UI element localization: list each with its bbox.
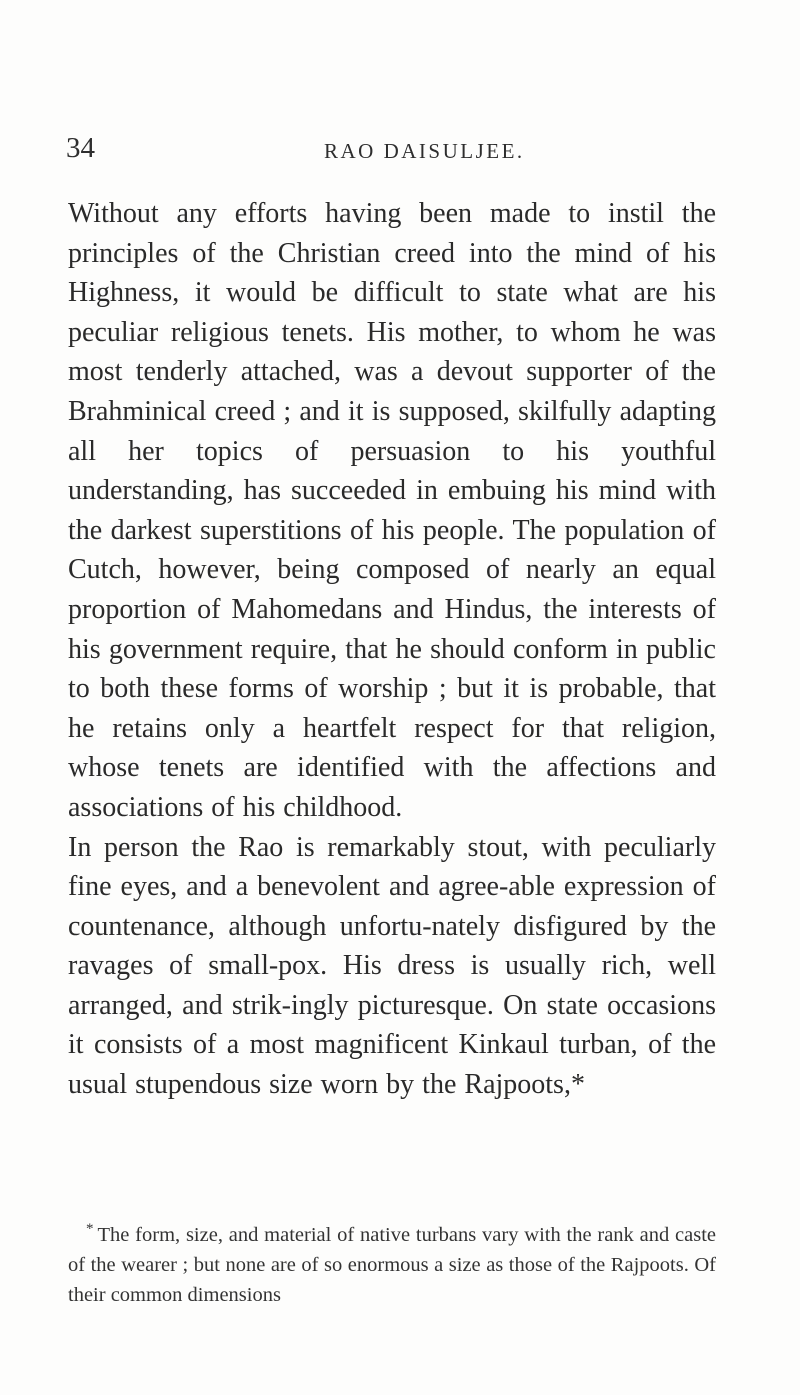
footnote-text: The form, size, and material of native turbans vary with the rank and caste of the wearer ; but none are of so enormous a size as those of the Rajpoots. Of their common dimensions bbox=[68, 1224, 716, 1306]
body-text bbox=[68, 194, 716, 1105]
paragraph-religion: Without any efforts having been made to instil the principles of the Christian creed into the mind of his Highness, it would be difficult to state what are his peculiar religious tenets. His mother, to whom he was most tenderly attached, was a devout supporter of the Brahminical creed ; and it is supposed, skilfully adapting all her topics of persuasion to his youthful understanding, has succeeded in embuing his mind with the darkest superstitions of his people. The population of Cutch, however, being composed of nearly an equal proportion of Mahomedans and Hindus, the interests of his government require, that he should conform in public to both these forms of worship ; but it is probable, that he retains only a heartfelt respect for that religion, whose tenets are identified with the affections and associations of his childhood. bbox=[68, 198, 716, 823]
page-header bbox=[66, 128, 746, 168]
running-head: RAO DAISULJEE. bbox=[324, 139, 525, 163]
footnote-marker: * bbox=[86, 1221, 94, 1238]
footnote bbox=[68, 1220, 716, 1310]
page-number: 34 bbox=[66, 132, 95, 164]
paragraph-appearance: In person the Rao is remarkably stout, with peculiarly fine eyes, and a benevolent and agree-able expression of countenance, although unfortu-nately disfigured by the ravages of small-pox. His dress is usually rich, well arranged, and strik-ingly picturesque. On state occasions it consists of a most magnificent Kinkaul turban, of the usual stupendous size worn by the Rajpoots,* bbox=[68, 831, 716, 1101]
